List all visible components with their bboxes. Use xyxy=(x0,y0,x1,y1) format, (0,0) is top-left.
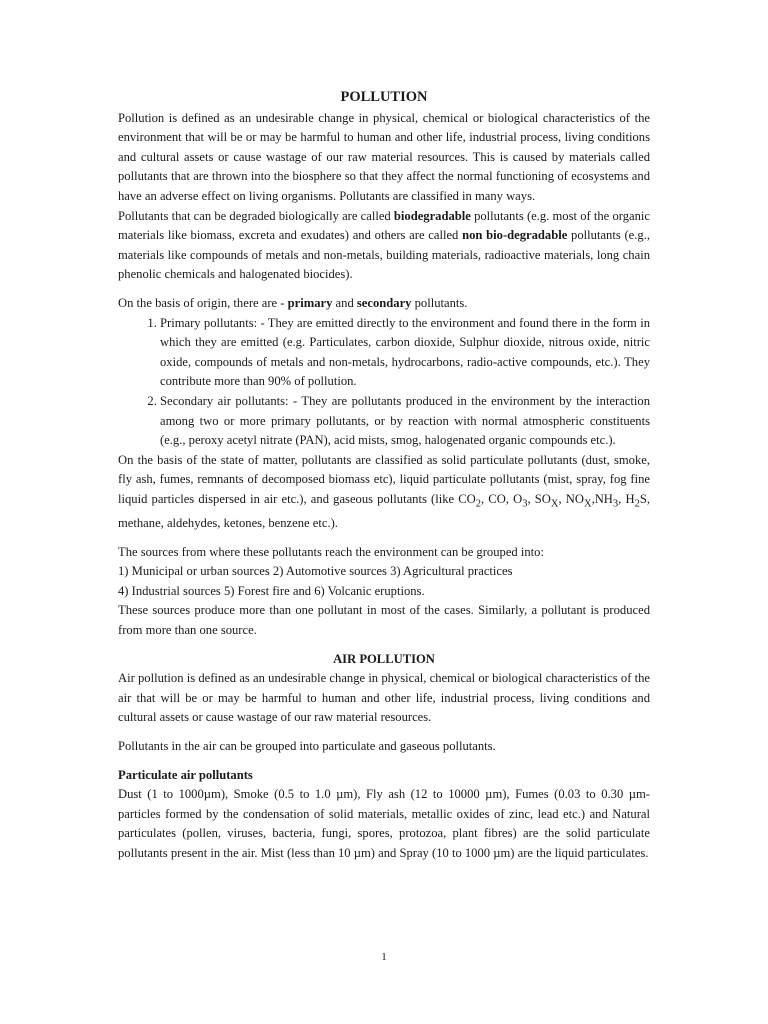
text-run: , H xyxy=(618,491,635,506)
subscript: 2 xyxy=(475,498,481,510)
text-run: ,NH xyxy=(591,491,613,506)
subheading-particulate-air-pollutants: Particulate air pollutants xyxy=(118,767,253,782)
text-run: pollutants (e.g., materials like compounds of metals and non-metals, building materials, radioactive materials, long chain phenolic chemicals and halogenated biocides). xyxy=(118,228,650,282)
subscript: X xyxy=(550,498,559,510)
section-heading-air-pollution: AIR POLLUTION xyxy=(333,651,435,666)
term-non-biodegradable: non bio-degradable xyxy=(462,228,568,243)
text-run: , CO, O xyxy=(481,491,523,506)
sources-outro: These sources produce more than one pollutant in most of the cases. Similarly, a pollutant is produced from more than one source. xyxy=(118,603,650,637)
particulate-paragraph: Dust (1 to 1000µm), Smoke (0.5 to 1.0 µm), Fly ash (12 to 10000 µm), Fumes (0.03 to 0.30 µm- particles formed by the condensation of solid materials, metallic oxides of zinc, lead etc.) and Natural particulates (pollen, viruses, bacteria, fungi, spores, protozoa, plant fibres) are the solid particulate pollutants present in the air. Mist (less than 10 µm) and Spray (10 to 1000 µm) are the liquid particulates. xyxy=(118,787,650,860)
page-number: 1 xyxy=(381,951,387,963)
document-body xyxy=(118,88,650,863)
subscript: X xyxy=(583,498,592,510)
text-run: pollutants. xyxy=(411,295,468,310)
text-run: , SO xyxy=(527,491,551,506)
state-of-matter-paragraph xyxy=(118,451,650,534)
term-secondary: secondary xyxy=(356,295,412,310)
text-run: S, methane, aldehydes, ketones, benzene etc.). xyxy=(118,491,650,530)
text-run: , NO xyxy=(558,491,584,506)
subscript: 3 xyxy=(612,498,619,510)
origin-list xyxy=(118,314,650,451)
biodegradable-paragraph xyxy=(118,207,650,285)
list-item-primary-pollutants: 1. Primary pollutants: - They are emitted directly to the environment and found there in the form in which they are emitted (e.g. Particulates, carbon dioxide, Sulphur dioxide, nitrous oxide, nitric oxide, compounds of metals and non-metals, hydrocarbons, radio-active compounds, etc.). They contribute more than 90% of pollution. xyxy=(160,314,650,392)
air-pollution-definition-paragraph: Air pollution is defined as an undesirable change in physical, chemical or biological characteristics of the air that will be or may be harmful to human and other life, industrial process, living conditions and cultural assets or cause wastage of our raw material resources. xyxy=(118,671,650,725)
air-pollutant-groups-paragraph: Pollutants in the air can be grouped into particulate and gaseous pollutants. xyxy=(118,738,496,753)
text-run: On the basis of origin, there are - xyxy=(118,295,288,310)
sources-line-1: 1) Municipal or urban sources 2) Automotive sources 3) Agricultural practices xyxy=(118,564,513,579)
subscript: 3 xyxy=(522,498,528,510)
page-title: POLLUTION xyxy=(340,89,428,105)
pollution-definition-paragraph: Pollution is defined as an undesirable change in physical, chemical or biological characteristics of the environment that will be or may be harmful to human and other life, industrial process, living conditions and cultural assets or cause wastage of our raw material resources. This is caused by materials called pollutants that are thrown into the biosphere so that they affect the normal functioning of ecosystems and have an adverse effect on living organisms. Pollutants are classified in many ways. xyxy=(118,110,650,203)
text-run: and xyxy=(332,295,357,310)
text-run: On the basis of the state of matter, pollutants are classified as solid particulate pollutants (dust, smoke, fly ash, fumes, remnants of decomposed biomass etc), liquid particulate pollutants (mist, spray, fog fine liquid particles dispersed in air etc.), and gaseous pollutants (like CO xyxy=(118,452,650,506)
text-run: pollutants (e.g. most of the organic materials like biomass, excreta and exudates) and others are called xyxy=(118,208,650,243)
list-item-secondary-pollutants: 2. Secondary air pollutants: - They are pollutants produced in the environment by the interaction among two or more primary pollutants, or by reaction with normal atmospheric constituents (e.g., peroxy acetyl nitrate (PAN), acid mists, smog, halogenated organic compounds etc.). xyxy=(160,392,650,451)
term-primary: primary xyxy=(287,295,333,310)
subscript: 2 xyxy=(634,498,640,510)
sources-intro: The sources from where these pollutants reach the environment can be grouped into: xyxy=(118,544,544,559)
sources-line-2: 4) Industrial sources 5) Forest fire and 6) Volcanic eruptions. xyxy=(118,583,425,598)
text-run: Pollutants that can be degraded biologically are called xyxy=(118,208,394,223)
origin-paragraph xyxy=(118,294,650,314)
term-biodegradable: biodegradable xyxy=(393,208,471,223)
